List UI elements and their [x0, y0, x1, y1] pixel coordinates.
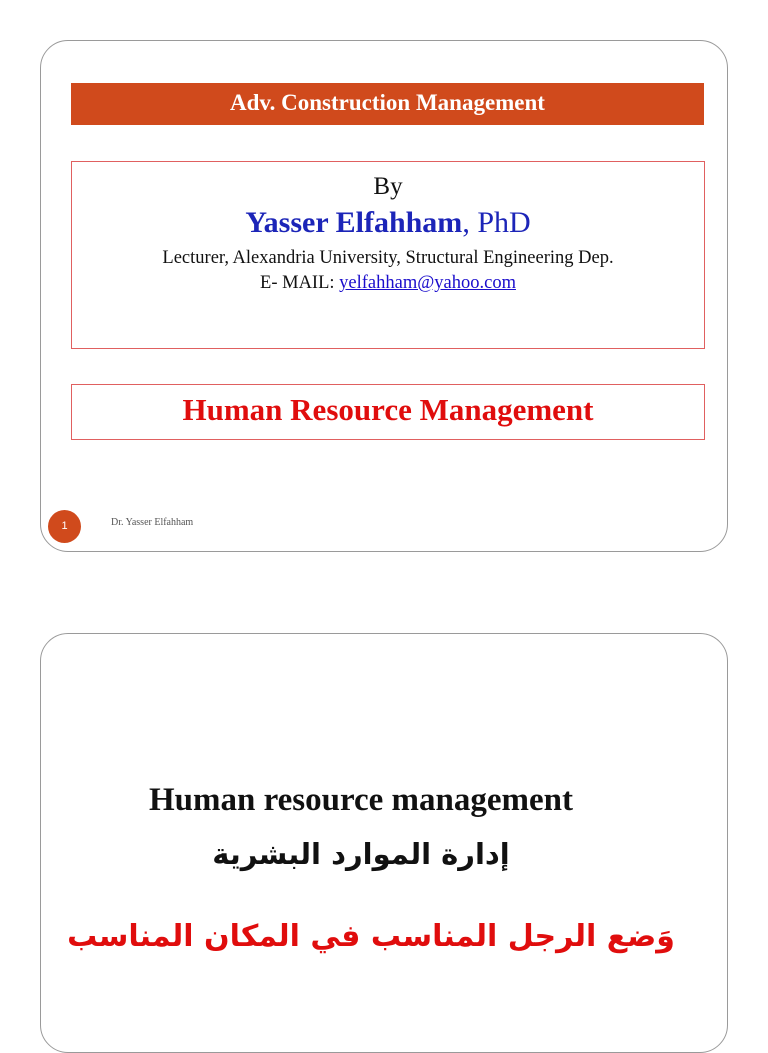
slide-heading: Human resource management — [148, 782, 574, 818]
footer-author: Dr. Yasser Elfahham — [111, 517, 194, 528]
author-box — [71, 161, 705, 349]
email-line — [72, 270, 704, 296]
topic-title: Human Resource Management — [71, 384, 705, 440]
email-label: E- MAIL: — [260, 273, 340, 293]
slide-1 — [40, 40, 728, 552]
author-degree: , PhD — [462, 206, 531, 239]
page-number-badge: 1 — [48, 510, 81, 543]
author-line — [72, 204, 704, 242]
arabic-heading: إدارة الموارد البشرية — [212, 837, 510, 871]
arabic-motto: وَضع الرجل المناسب في المكان المناسب — [67, 919, 675, 954]
course-title: Adv. Construction Management — [71, 83, 704, 125]
author-affiliation: Lecturer, Alexandria University, Structural Engineering Dep. — [162, 248, 614, 268]
by-label: By — [373, 173, 403, 200]
email-link[interactable]: yelfahham@yahoo.com — [339, 273, 516, 293]
slide-2 — [40, 633, 728, 1053]
author-name: Yasser Elfahham — [245, 206, 463, 239]
